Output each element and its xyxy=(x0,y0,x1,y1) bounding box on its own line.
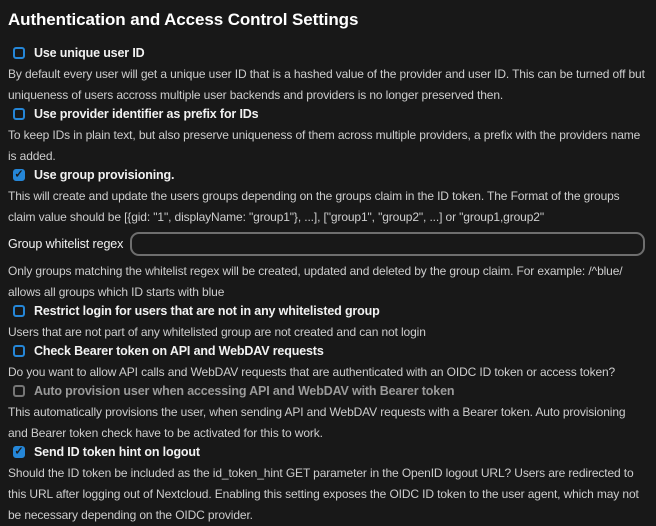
checkbox-icon[interactable] xyxy=(13,108,25,120)
checkbox-auto-provision-bearer xyxy=(13,383,454,399)
group-whitelist-regex-input[interactable] xyxy=(130,232,645,256)
checkmark-icon: ✓ xyxy=(14,168,24,180)
checkbox-label: Use provider identifier as prefix for IDs xyxy=(34,107,259,121)
checkbox-icon[interactable] xyxy=(13,305,25,317)
setting-description: To keep IDs in plain text, but also preserve uniqueness of them across multiple providers, a prefix with the providers name is added. xyxy=(8,128,641,163)
checkbox-label: Send ID token hint on logout xyxy=(34,445,200,459)
setting-check-bearer-token xyxy=(8,343,648,383)
setting-restrict-login xyxy=(8,303,648,343)
settings-page xyxy=(8,10,648,526)
group-whitelist-regex-label: Group whitelist regex xyxy=(8,237,124,251)
checkbox-restrict-login[interactable] xyxy=(13,303,380,319)
setting-description: Should the ID token be included as the id_token_hint GET parameter in the OpenID logout URL? Users are redirected to this URL after logging out of Nextcloud. Enabling this setting exposes the OIDC ID token to the user agent, which may not be necessary depending on the OIDC provider. xyxy=(8,466,639,522)
checkbox-label: Use group provisioning. xyxy=(34,168,175,182)
checkbox-label: Restrict login for users that are not in any whitelisted group xyxy=(34,304,380,318)
setting-group-provisioning xyxy=(8,167,648,228)
checkbox-icon[interactable] xyxy=(13,47,25,59)
checkmark-icon: ✓ xyxy=(14,445,24,457)
checkbox-icon[interactable] xyxy=(13,345,25,357)
checkbox-label: Auto provision user when accessing API and WebDAV with Bearer token xyxy=(34,384,455,398)
setting-send-id-token-hint xyxy=(8,444,648,526)
checkbox-group-provisioning[interactable] xyxy=(13,167,174,183)
setting-description: This automatically provisions the user, when sending API and WebDAV requests with a Bearer token. Auto provisioning and Bearer token check have to be activated for this to work. xyxy=(8,405,626,440)
setting-description: By default every user will get a unique user ID that is a hashed value of the provider and user ID. This can be turned off but uniqueness of users accross multiple user backends and providers is no longer preserved then. xyxy=(8,67,645,102)
checkbox-use-unique-user-id[interactable] xyxy=(13,45,145,61)
checkbox-check-bearer-token[interactable] xyxy=(13,343,324,359)
group-whitelist-regex-row xyxy=(8,232,648,256)
checkbox-send-id-token-hint[interactable] xyxy=(13,444,200,460)
checkbox-label: Use unique user ID xyxy=(34,46,145,60)
setting-group-whitelist-regex xyxy=(8,232,648,303)
page-title: Authentication and Access Control Settings xyxy=(8,10,359,29)
checkbox-provider-prefix[interactable] xyxy=(13,106,258,122)
setting-use-unique-user-id xyxy=(8,45,648,106)
checkbox-label: Check Bearer token on API and WebDAV requests xyxy=(34,344,324,358)
setting-description: Only groups matching the whitelist regex will be created, updated and deleted by the group claim. For example: /^blue/ allows all groups which ID starts with blue xyxy=(8,264,623,299)
checkbox-icon[interactable] xyxy=(13,446,25,458)
setting-auto-provision-bearer xyxy=(8,383,648,444)
setting-description: Do you want to allow API calls and WebDAV requests that are authenticated with an OIDC ID token or access token? xyxy=(8,365,616,379)
checkbox-icon xyxy=(13,385,25,397)
checkbox-icon[interactable] xyxy=(13,169,25,181)
setting-provider-prefix xyxy=(8,106,648,167)
setting-description: This will create and update the users groups depending on the groups claim in the ID token. The Format of the groups claim value should be [{gid: "1", displayName: "group1"}, ...], ["group1", "group2", ...] or "group1,group2" xyxy=(8,189,620,224)
setting-description: Users that are not part of any whitelisted group are not created and can not login xyxy=(8,325,426,339)
